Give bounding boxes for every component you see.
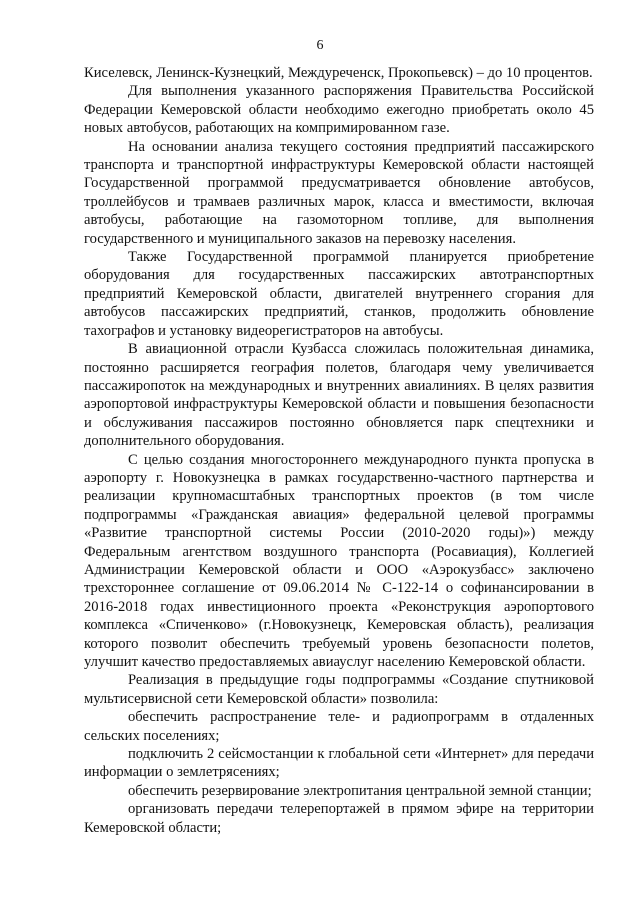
paragraph-satellite-network: Реализация в предыдущие годы подпрограммы «Создание спутниковой мультисервисной сети Кемеровской области» позволила: [84, 672, 594, 707]
list-item-live-reports: организовать передачи телерепортажей в прямом эфире на территории Кемеровской области; [84, 801, 594, 836]
paragraph-fleet-renewal: На основании анализа текущего состояния предприятий пассажирского транспорта и транспортной инфраструктуры Кемеровской области настоящей Государственной программой предусматривается обновление автобусов, троллейбусов и трамваев различных марок, класса и вместимости, включая автобусы, работающие на газомоторном топливе, для выполнения государственного и муниципального заказов на перевозку населения. [84, 138, 594, 247]
document-body [84, 64, 594, 837]
paragraph-novokuznetsk-airport: С целью создания многостороннего международного пункта пропуска в аэропорту г. Новокузнецка в рамках государственно-частного партнерства и реализации крупномасштабных транспортных проектов (в том числе подпрограммы «Гражданская авиация» федеральной целевой программы «Развитие транспортной системы России (2010-2020 годы)») между Федеральным агентством воздушного транспорта (Росавиация), Коллегией Администрации Кемеровской области и ООО «Аэрокузбасс» заключено трехстороннее соглашение от 09.06.2014 № С-122-14 о софинансировании в 2016-2018 годах инвестиционного проекта «Реконструкция аэропортового комплекса «Спиченково» (г.Новокузнецк, Кемеровская область), реализация которого позволит обеспечить требуемый уровень безопасности полетов, улучшит качество предоставляемых авиауслуг населению Кемеровской области. [84, 451, 594, 670]
paragraph-aviation: В авиационной отрасли Кузбасса сложилась положительная динамика, постоянно расширяется география полетов, благодаря чему увеличивается пассажиропоток на международных и внутренних авиалиниях. В целях развития аэропортовой инфраструктуры Кемеровской области и повышения безопасности и обслуживания пассажиров постоянно обновляется парк спецтехники и дополнительного оборудования. [84, 341, 594, 450]
paragraph-bus-purchase: Для выполнения указанного распоряжения Правительства Российской Федерации Кемеровской области необходимо ежегодно приобретать около 45 новых автобусов, работающих на компримированном газе. [84, 83, 594, 137]
list-item-seismic-stations: подключить 2 сейсмостанции к глобальной сети «Интернет» для передачи информации о землетрясениях; [84, 746, 594, 781]
paragraph-equipment: Также Государственной программой планируется приобретение оборудования для государственных пассажирских автотранспортных предприятий Кемеровской области, двигателей внутреннего сгорания для автобусов пассажирских предприятий, станков, продолжить обновление тахографов и установку видеорегистраторов на автобусы. [84, 249, 594, 339]
list-item-power-backup: обеспечить резервирование электропитания центральной земной станции; [128, 782, 592, 799]
paragraph-continuation: Киселевск, Ленинск-Кузнецкий, Междуреченск, Прокопьевск) – до 10 процентов. [84, 65, 593, 81]
list-item-broadcasting: обеспечить распространение теле- и радиопрограмм в отдаленных сельских поселениях; [84, 709, 594, 744]
page-number: 6 [316, 38, 324, 53]
